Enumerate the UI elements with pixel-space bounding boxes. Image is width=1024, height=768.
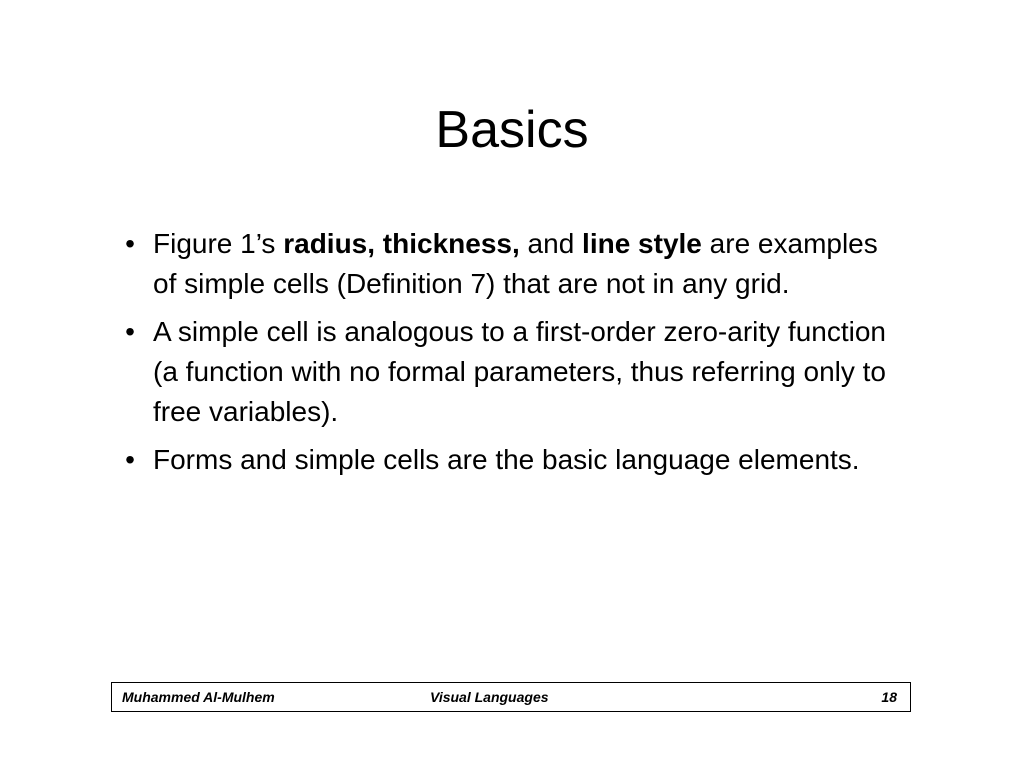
bullet-item-1 — [118, 224, 908, 304]
bullet-list — [118, 224, 908, 488]
bullet-2-text: A simple cell is analogous to a first-order zero-arity function (a function with no formal parameters, thus referring only to free variables). — [153, 316, 887, 427]
bullet-1-bold-line-style: line style — [582, 228, 702, 259]
footer-course-title: Visual Languages — [430, 689, 549, 705]
bullet-marker: • — [125, 228, 135, 259]
slide-title: Basics — [435, 101, 589, 159]
bullet-item-3 — [118, 440, 908, 480]
bullet-1-text-part: are examples of simple cells (Definition 7) that are not in any grid. — [153, 228, 878, 299]
bullet-1-text-part: and — [519, 228, 583, 259]
bullet-1-bold-radius-thickness: radius, thickness, — [283, 228, 520, 259]
footer-page-number: 18 — [881, 689, 897, 705]
bullet-3-text: Forms and simple cells are the basic language elements. — [153, 444, 860, 475]
bullet-1-text-part: Figure 1’s — [153, 228, 284, 259]
footer-author: Muhammed Al-Mulhem — [122, 689, 275, 705]
slide-footer — [111, 682, 911, 712]
bullet-item-2 — [118, 312, 908, 432]
bullet-marker: • — [125, 316, 135, 347]
bullet-marker: • — [125, 444, 135, 475]
